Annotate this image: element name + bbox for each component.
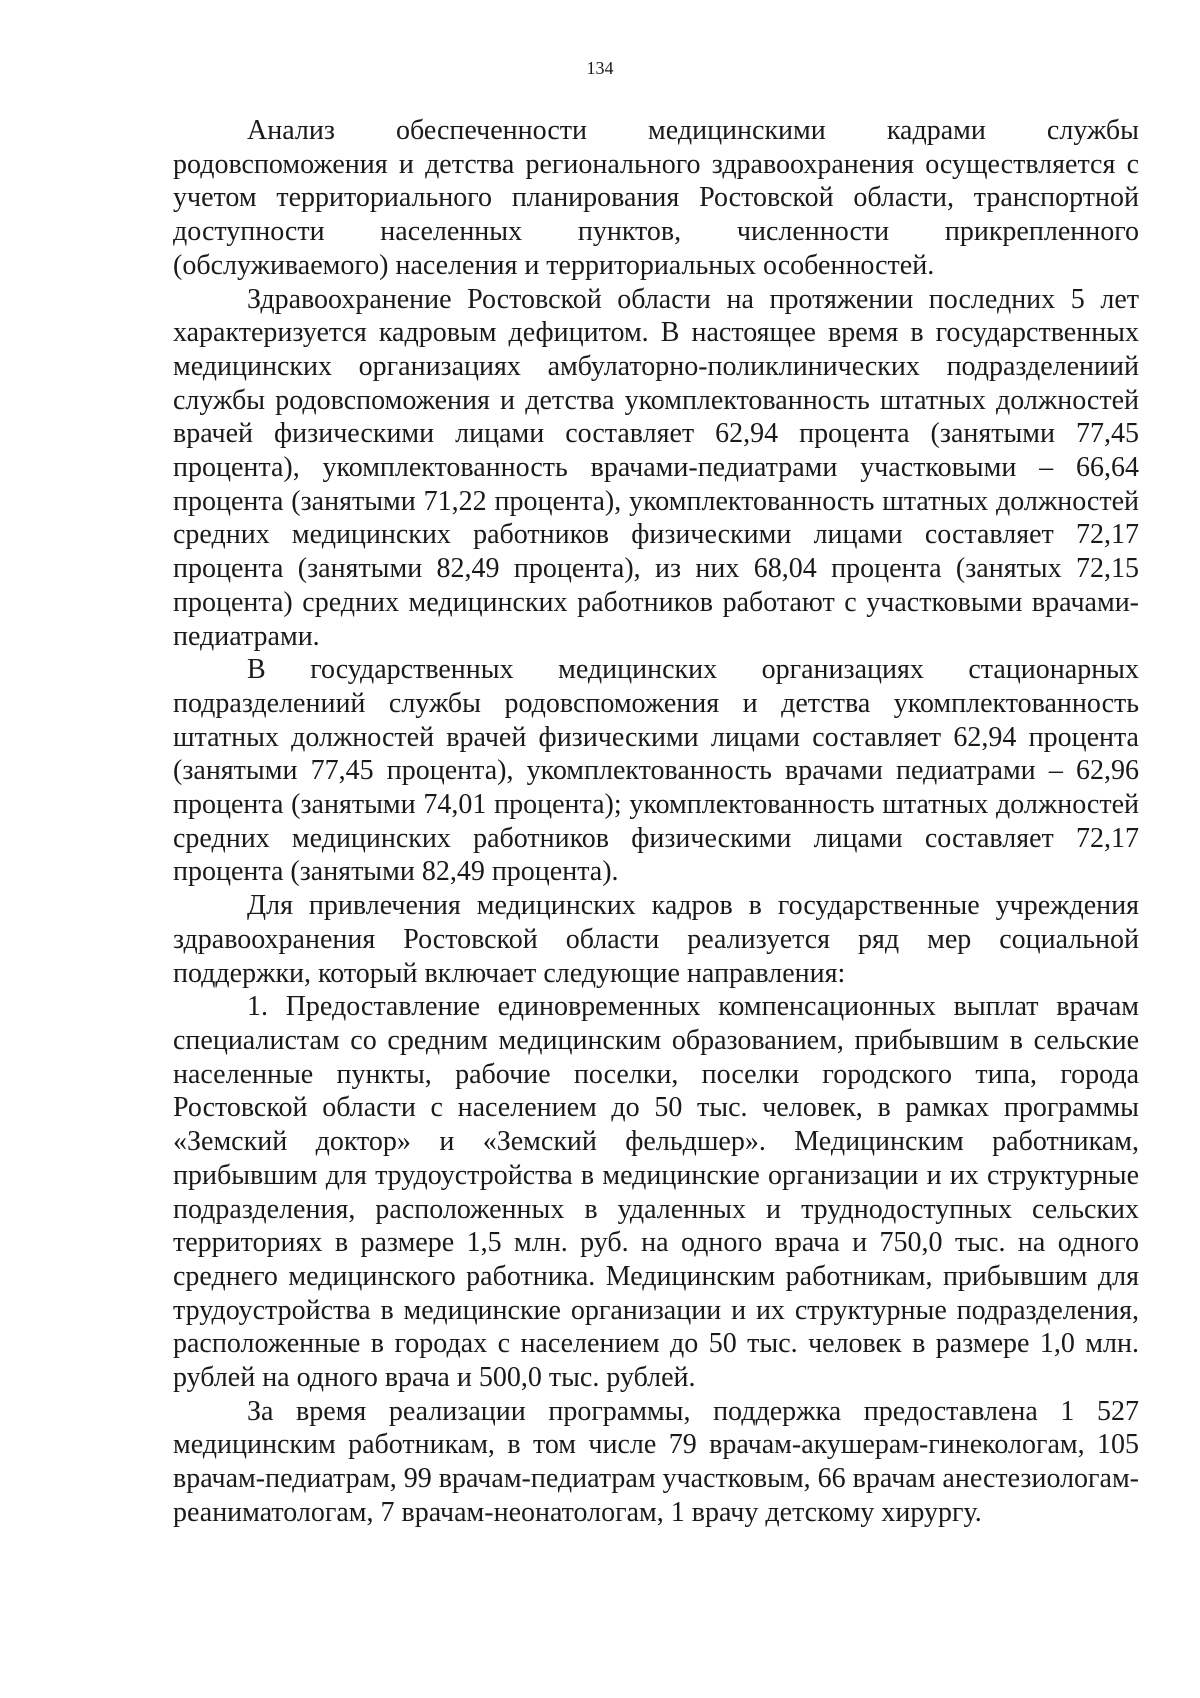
paragraph-program-results: За время реализации программы, поддержка предоставлена 1 527 медицинским работникам, в том числе 79 врачам-акушерам-гинекологам, 105 врачам-педиатрам, 99 врачам-педиатрам участковым, 66 врачам анестезиологам-реаниматологам, 7 врачам-неонатологам, 1 врачу детскому хирургу. — [173, 1395, 1139, 1528]
document-body — [173, 114, 1139, 1530]
paragraph-outpatient-staffing: Здравоохранение Ростовской области на протяжении последних 5 лет характеризуется кадровым дефицитом. В настоящее время в государственных медицинских организациях амбулаторно-поликлинических подразделениий службы родовспоможения и детства укомплектованность штатных должностей врачей физическими лицами составляет 62,94 процента (занятыми 77,45 процента), укомплектованность врачами-педиатрами участковыми – 66,64 процента (занятыми 71,22 процента), укомплектованность штатных должностей средних медицинских работников физическими лицами составляет 72,17 процента (занятыми 82,49 процента), из них 68,04 процента (занятых 72,15 процента) средних медицинских работников работают с участковыми врачами-педиатрами. — [173, 283, 1139, 652]
paragraph-support-measures: Для привлечения медицинских кадров в государственные учреждения здравоохранения Ростовской области реализуется ряд мер социальной поддержки, который включает следующие направления: — [173, 890, 1139, 989]
page-number: 134 — [586, 58, 614, 78]
paragraph-compensation-payments: 1. Предоставление единовременных компенсационных выплат врачам специалистам со средним медицинским образованием, прибывшим в сельские населенные пункты, рабочие поселки, поселки городского типа, города Ростовской области с населением до 50 тыс. человек, в рамках программы «Земский доктор» и «Земский фельдшер». Медицинским работникам, прибывшим для трудоустройства в медицинские организации и их структурные подразделения, расположенных в удаленных и труднодоступных сельских территориях в размере 1,5 млн. руб. на одного врача и 750,0 тыс. на одного среднего медицинского работника. Медицинским работникам, прибывшим для трудоустройства в медицинские организации и их структурные подразделения, расположенные в городах с населением до 50 тыс. человек в размере 1,0 млн. рублей на одного врача и 500,0 тыс. рублей. — [173, 991, 1139, 1394]
paragraph-staffing-analysis: Анализ обеспеченности медицинскими кадрами службы родовспоможения и детства регионального здравоохранения осуществляется с учетом территориального планирования Ростовской области, транспортной доступности населенных пунктов, численности прикрепленного (обслуживаемого) населения и территориальных особенностей. — [173, 115, 1139, 281]
paragraph-inpatient-staffing: В государственных медицинских организациях стационарных подразделениий службы родовспоможения и детства укомплектованность штатных должностей врачей физическими лицами составляет 62,94 процента (занятыми 77,45 процента), укомплектованность врачами педиатрами – 62,96 процента (занятыми 74,01 процента); укомплектованность штатных должностей средних медицинских работников физическими лицами составляет 72,17 процента (занятыми 82,49 процента). — [173, 654, 1139, 888]
